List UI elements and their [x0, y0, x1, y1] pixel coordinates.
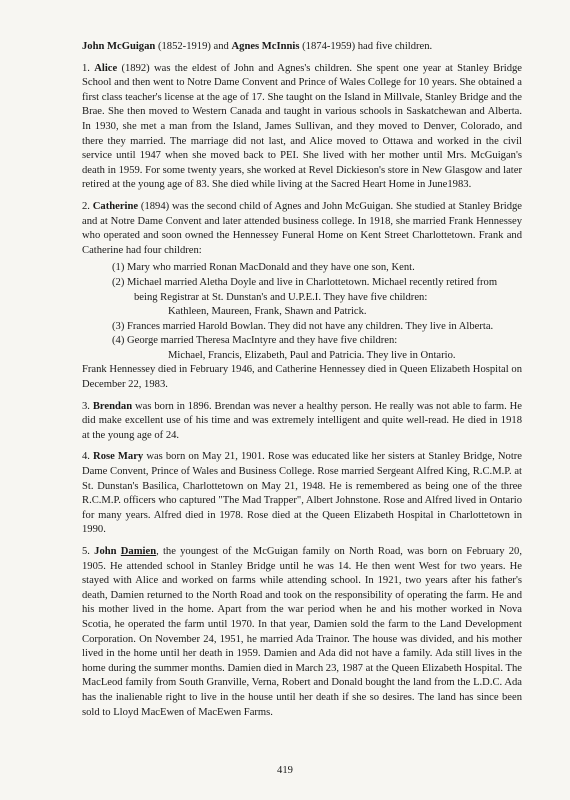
- intro-paragraph: [82, 40, 522, 55]
- catherine-after-paragraph: Frank Hennessey died in February 1946, and Catherine Hennessey died in Queen Elizabeth Hospital on December 22, 1983.: [82, 364, 522, 391]
- rose-paragraph: [82, 450, 522, 538]
- brendan-number: 3.: [82, 400, 93, 412]
- brendan-text: was born in 1896. Brendan was never a healthy person. He really was not able to farm. He did make excellent use of his time and was extremely intelligent and quite well-read. He died in 1918 at the young age of 24.: [82, 400, 523, 441]
- list-item: [112, 320, 522, 335]
- intro-text-2: (1874-1959) had five children.: [299, 41, 433, 52]
- damien-name-first: John: [94, 546, 121, 557]
- damien-number: 5.: [82, 546, 95, 557]
- father-name: John McGuigan: [82, 41, 156, 52]
- child-4-grandchildren: Michael, Francis, Elizabeth, Paul and Patricia. They live in Ontario.: [168, 349, 456, 361]
- list-item: [112, 261, 522, 276]
- child-2-text: (2) Michael married Aletha Doyle and live in Charlottetown. Michael recently retired from being Registrar at St. Dunstan's and U.P.E.I. They have five children:: [112, 276, 498, 303]
- catherine-name: Catherine: [92, 200, 139, 212]
- catherine-text: (1894) was the second child of Agnes and John McGuigan. She studied at Stanley Bridge and at Notre Dame Convent and later attended business college. In 1918, she married Frank Hennessey who operated and soon owned the Hennessey Funeral Home on Kent Street Charlottetown. Frank and Catherine had four children:: [82, 200, 523, 256]
- brendan-name: Brendan: [92, 400, 133, 412]
- damien-text: , the youngest of the McGuigan family on North Road, was born on February 20, 1905. He attended school in Stanley Bridge until he was 14. He then went West for two years. He stayed with Alice and worked on farms while attending school. In 1921, two years after his father's death, Damien returned to the North Road and took on the responsibility of operating the farm. He and his mother lived in the home. Apart from the war period when he and his mother worked in Nova Scotia, he operated the farm until 1970. In that year, Damien sold the farm to the Land Development Corporation. On November 24, 1951, he married Ada Trainor. The house was divided, and his mother lived in the home until her death in 1959. Damien and Ada did not have a family. Ada still lives in the home during the summer months. Damien died in March 23, 1987 at the Queen Elizabeth Hospital. The MacLeod family from South Granville, Verna, Robert and Donald bought the land from the L.D.C. Ada has the inalienable right to live in the house until her death if she so desires. The land has since been sold to Lloyd MacEwen of MacEwen Farms.: [82, 546, 523, 718]
- damien-paragraph: [82, 545, 522, 720]
- damien-name-underlined: Damien: [120, 546, 157, 557]
- alice-paragraph: [82, 62, 522, 193]
- rose-name: Rose Mary: [93, 451, 144, 463]
- intro-text-1: (1852-1919) and: [155, 41, 232, 52]
- catherine-children-list: [112, 261, 522, 363]
- mother-name: Agnes McInnis: [231, 41, 300, 52]
- child-2-grandchildren: Kathleen, Maureen, Frank, Shawn and Patrick.: [168, 306, 367, 318]
- child-4-text: (4) George married Theresa MacIntyre and they have five children:: [112, 335, 398, 347]
- alice-name: Alice: [94, 62, 118, 74]
- catherine-paragraph: [82, 200, 522, 258]
- rose-text: was born on May 21, 1901. Rose was educated like her sisters at Stanley Bridge, Notre Dame Convent, Prince of Wales and Business College. Rose married Sergeant Alfred King, R.C.M.P. at St. Dunstan's Basilica, Charlottetown on May 21, 1948. He is remembered as being one of the three R.C.M.P. officers who captured "The Mad Trapper", Albert Johnstone. Rose and Alfred lived in Ontario for many years. Alfred died in 1978. Rose died at the Queen Elizabeth Hospital in Charlottetown in 1990.: [82, 451, 522, 536]
- brendan-paragraph: [82, 400, 522, 444]
- child-1-text: (1) Mary who married Ronan MacDonald and they have one son, Kent.: [112, 262, 415, 274]
- rose-number: 4.: [82, 451, 94, 463]
- child-3-text: (3) Frances married Harold Bowlan. They did not have any children. They live in Alberta.: [112, 320, 494, 332]
- list-item: [112, 334, 522, 363]
- alice-text: (1892) was the eldest of John and Agnes's children. She spent one year at Stanley Bridge School and then went to Notre Dame Convent and Prince of Wales College for 10 years. She obtained a first class teacher's license at the age of 17. She taught on the Island in Millvale, Stanley Bridge and the Brae. She then moved to Western Canada and taught in various schools in Saskatchewan and Alberta. In 1930, she met a man from the Island, James Sullivan, and they moved to Denver, Colorado, and there they married. The marriage did not last, and Alice moved to Ottawa and worked in the civil service until 1947 when she moved back to PEI. She lived with her mother until Mrs. McGuigan's death in 1959. For some twenty years, she worked at Revel Dickieson's store in New Glasgow and later retired at the young age of 83. She died while living at the Sacred Heart Home in June1983.: [82, 62, 523, 191]
- list-item: [112, 276, 522, 320]
- catherine-number: 2.: [82, 200, 93, 212]
- page-number: 419: [277, 765, 293, 776]
- alice-number: 1.: [82, 62, 95, 74]
